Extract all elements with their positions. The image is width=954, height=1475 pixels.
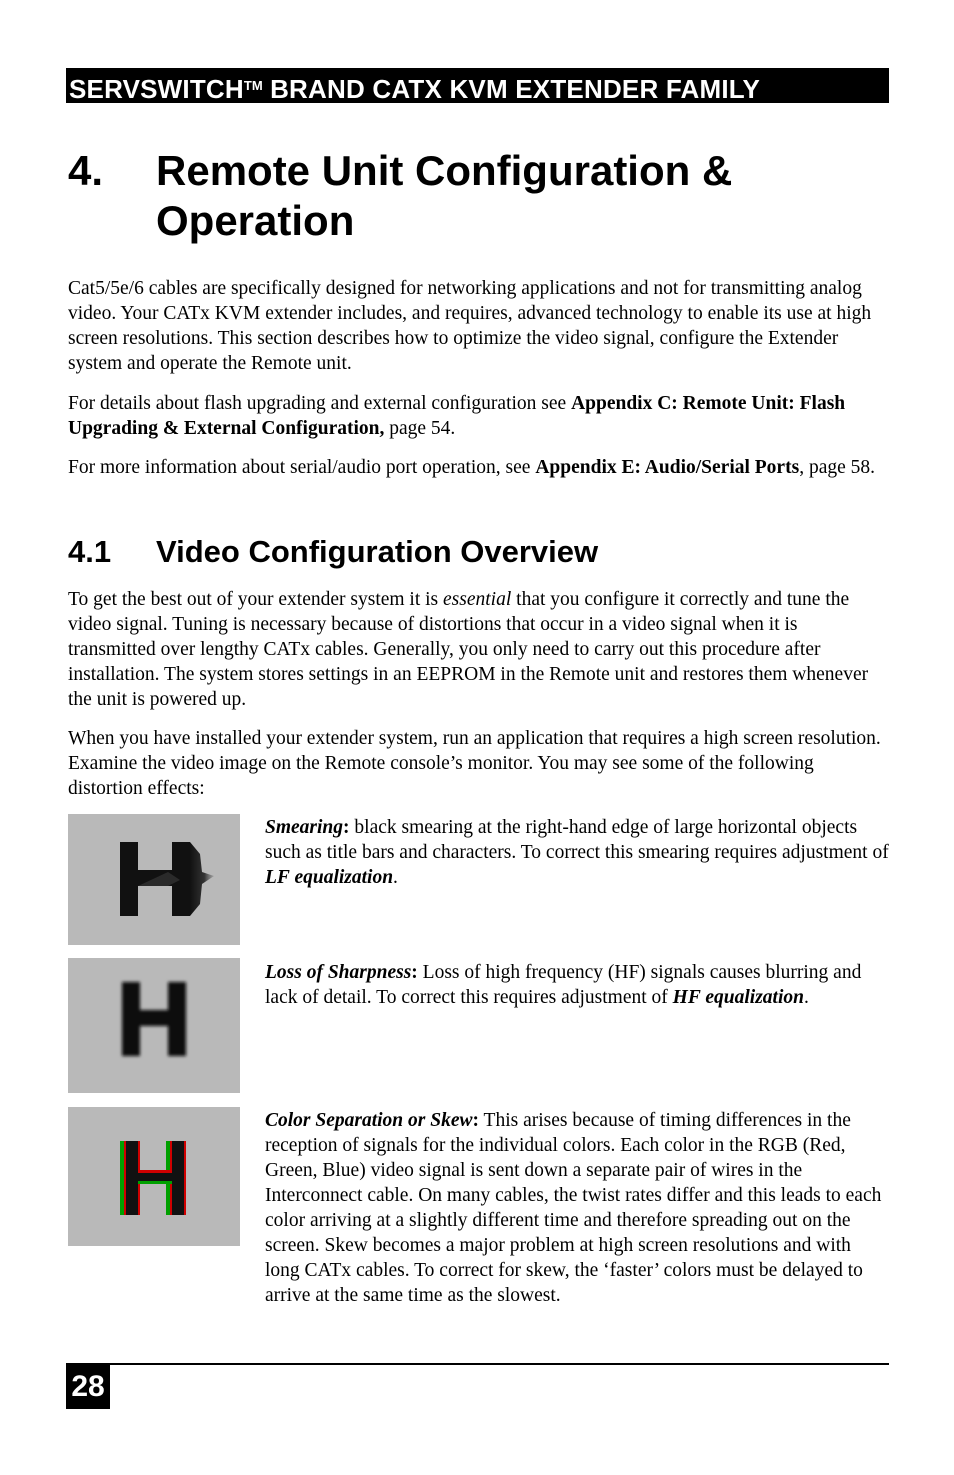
reference-text: For more information about serial/audio port operation, see [68, 457, 536, 478]
sharpness-text: Loss of high frequency (HF) signals causes blurring and lack of detail. To correct this requires adjustment of [265, 962, 862, 1008]
paragraph-text: that you configure it correctly and tune the video signal. Tuning is necessary because of distortions that occur in a video signal when it is transmitted over lengthy CATx cables. Generally, you only need to carry out this procedure after installation. The system stores settings in an EEPROM in the Remote unit and restores them whenever the unit is powered up. [68, 589, 869, 710]
term-colon: : [411, 962, 418, 983]
skew-description [265, 1108, 890, 1308]
color-skew-h-icon [68, 1107, 240, 1246]
chapter-title-line-1: Remote Unit Configuration & [156, 147, 733, 194]
skew-term: Color Separation or Skew [265, 1110, 473, 1131]
smearing-term: Smearing [265, 817, 344, 838]
emphasis-essential: essential [443, 589, 512, 610]
smearing-description [265, 815, 890, 890]
smearing-text: black smearing at the right-hand edge of large horizontal objects such as title bars and characters. To correct this smearing requires adjustment of [265, 817, 889, 863]
skew-text: This arises because of timing differences in the reception of signals for the individual colors. Each color in the RGB (Red, Green, Blue) video signal is sent down a separate pair of wires in the Interconnect cable. On many cables, the twist rates differ and this leads to each color arriving at a slightly different time and therefore spreading out on the screen. Skew becomes a major problem at high screen resolutions and with long CATx cables. To correct for skew, the ‘faster’ colors must be delayed to arrive at the same time as the slowest. [265, 1110, 882, 1306]
lf-equalization-term: LF equalization [265, 867, 394, 888]
footer-rule [66, 1363, 889, 1365]
appendix-e-reference: Appendix E: Audio/Serial Ports [535, 457, 800, 478]
sharpness-example-image [68, 958, 240, 1093]
smearing-example-image [68, 814, 240, 945]
term-colon: : [343, 817, 350, 838]
reference-page: page 54. [384, 418, 456, 439]
section-heading [68, 533, 888, 571]
chapter-number: 4. [68, 147, 104, 194]
running-header-text [69, 70, 760, 105]
paragraph-text: To get the best out of your extender system it is [68, 589, 444, 610]
reference-page: , page 58. [799, 457, 875, 478]
brand-name: SERVSWITCH [69, 74, 244, 104]
sharpness-term: Loss of Sharpness [265, 962, 412, 983]
chapter-heading [68, 146, 888, 246]
running-header [66, 68, 889, 103]
section-number: 4.1 [68, 534, 112, 569]
hf-equalization-term: HF equalization [672, 987, 804, 1008]
trademark-symbol: TM [243, 78, 263, 93]
intro-paragraph: Cat5/5e/6 cables are specifically designed for networking applications and not for transmitting analog video. Your CATx KVM extender includes, and requires, advanced technology to enable its use at high screen resolutions. This section describes how to optimize the video signal, configure the Extender system and operate the Remote unit. [68, 278, 872, 374]
sentence-end: . [803, 987, 809, 1008]
term-colon: : [472, 1110, 480, 1131]
smeared-h-icon [68, 814, 240, 945]
section-paragraph-1 [68, 587, 890, 712]
section-title: Video Configuration Overview [156, 534, 599, 569]
sharpness-description [265, 960, 890, 1010]
flash-upgrade-reference [68, 391, 890, 441]
skew-example-image [68, 1107, 240, 1246]
appendix-c-reference: Appendix C: Remote Unit: Flash Upgrading & External Configuration, [68, 393, 846, 439]
sentence-end: . [393, 867, 398, 888]
blurred-h-icon [68, 958, 240, 1093]
page-number: 28 [66, 1365, 110, 1409]
serial-audio-reference [68, 455, 890, 480]
header-rest: BRAND CATX KVM EXTENDER FAMILY [262, 74, 760, 104]
reference-text: For details about flash upgrading and external configuration see [68, 393, 572, 414]
section-paragraph-2: When you have installed your extender system, run an application that requires a high screen resolution. Examine the video image on the Remote console’s monitor. You may see some of the following distortion effects: [68, 728, 881, 799]
chapter-title-line-2: Operation [156, 197, 355, 244]
